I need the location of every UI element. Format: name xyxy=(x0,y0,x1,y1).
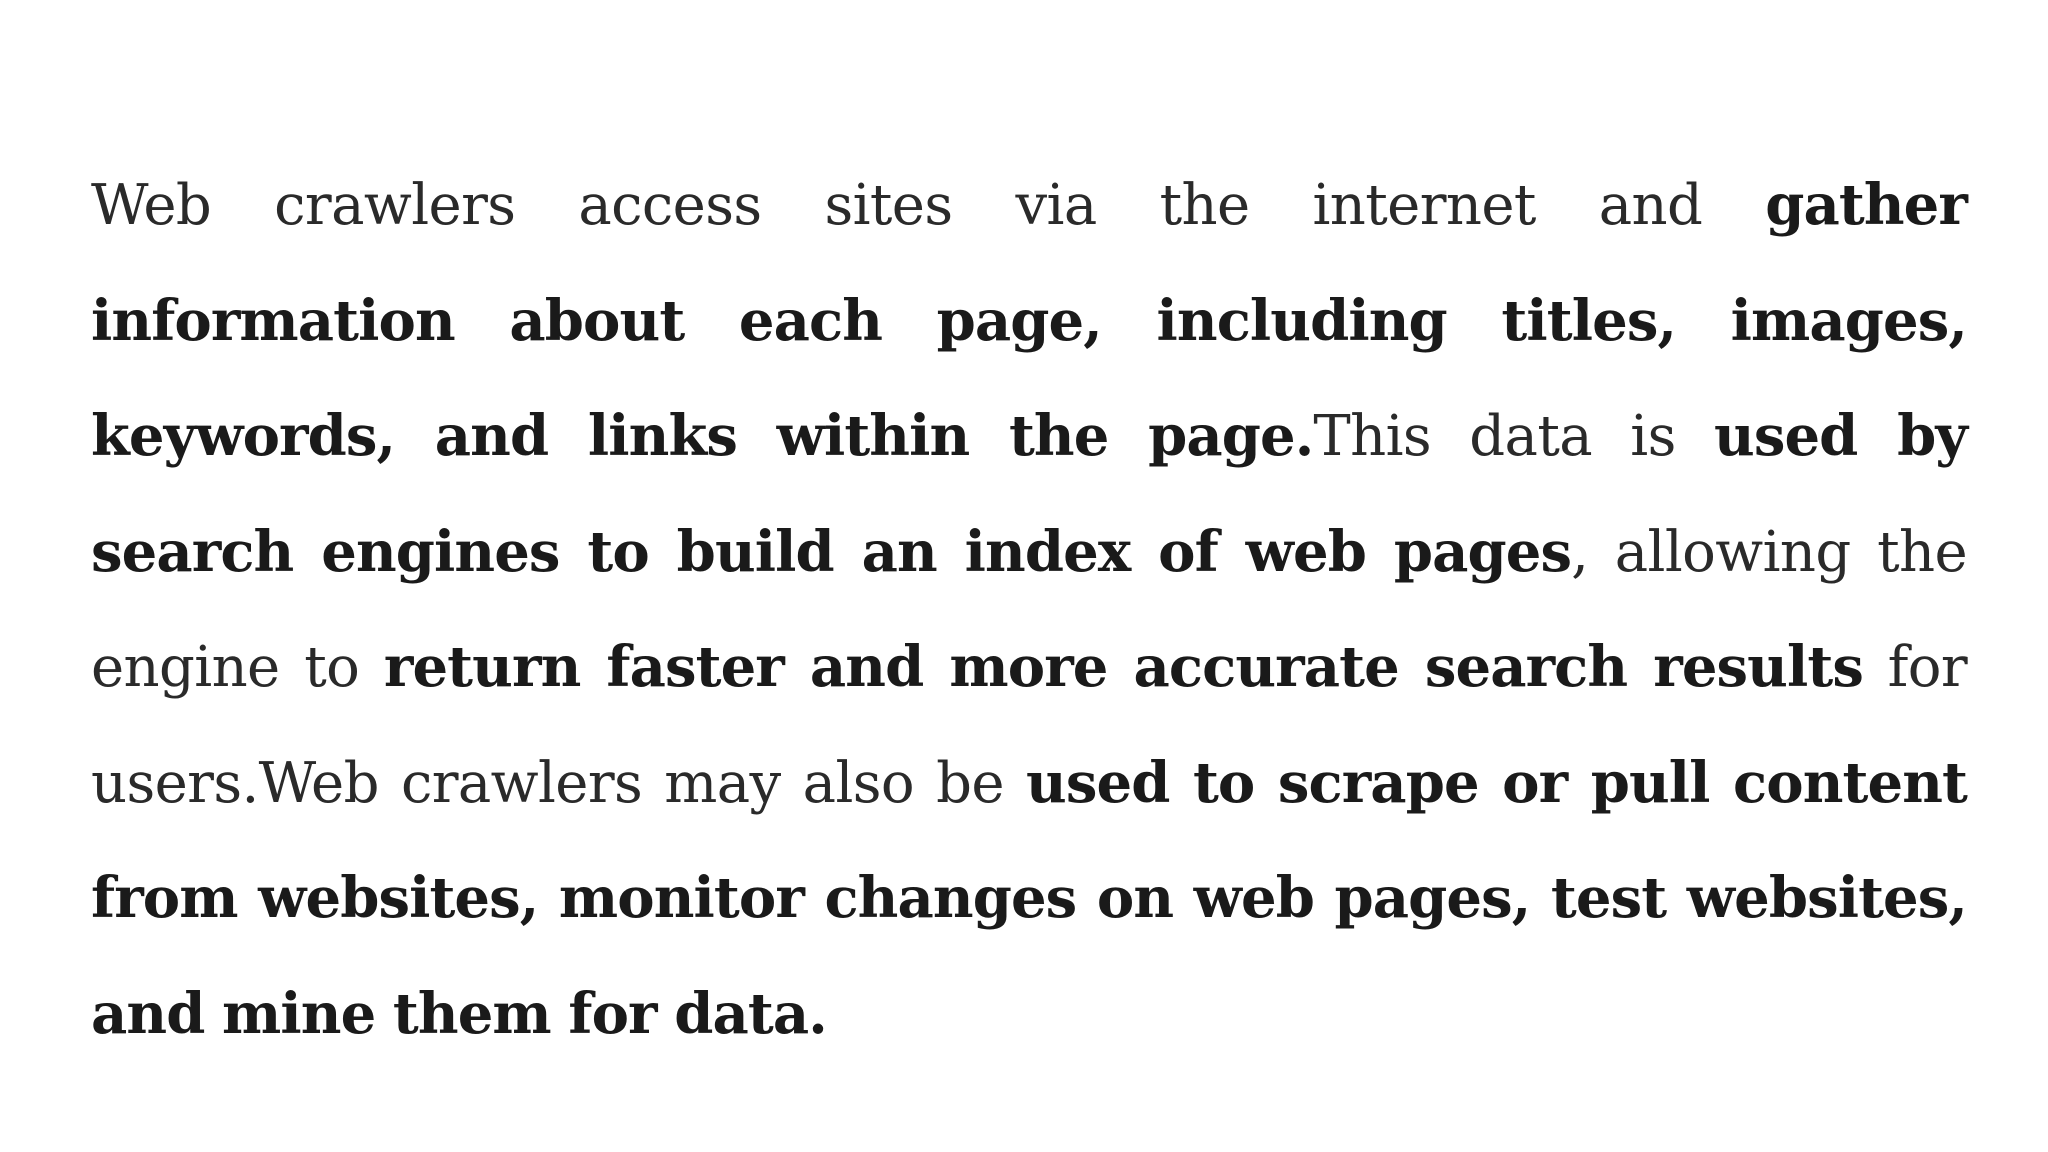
text-segment: for users.Web crawlers may also be xyxy=(91,635,1967,816)
bold-text-segment: used by search engines to build an index of web pages xyxy=(91,403,1967,585)
text-segment: This data is xyxy=(1313,404,1714,469)
bold-text-segment: gather information about each page, including titles, images, keywords, and links within the page. xyxy=(91,172,1967,469)
bold-text-segment: used to scrape or pull content from websites, monitor changes on web pages, test websites, and mine them for data. xyxy=(91,749,1967,1047)
bold-text-segment: return faster and more accurate search results xyxy=(383,634,1863,700)
body-paragraph xyxy=(91,148,1967,1072)
text-segment: Web crawlers access sites via the internet and xyxy=(91,173,1766,238)
text-segment: , allowing the engine to xyxy=(91,519,1967,700)
